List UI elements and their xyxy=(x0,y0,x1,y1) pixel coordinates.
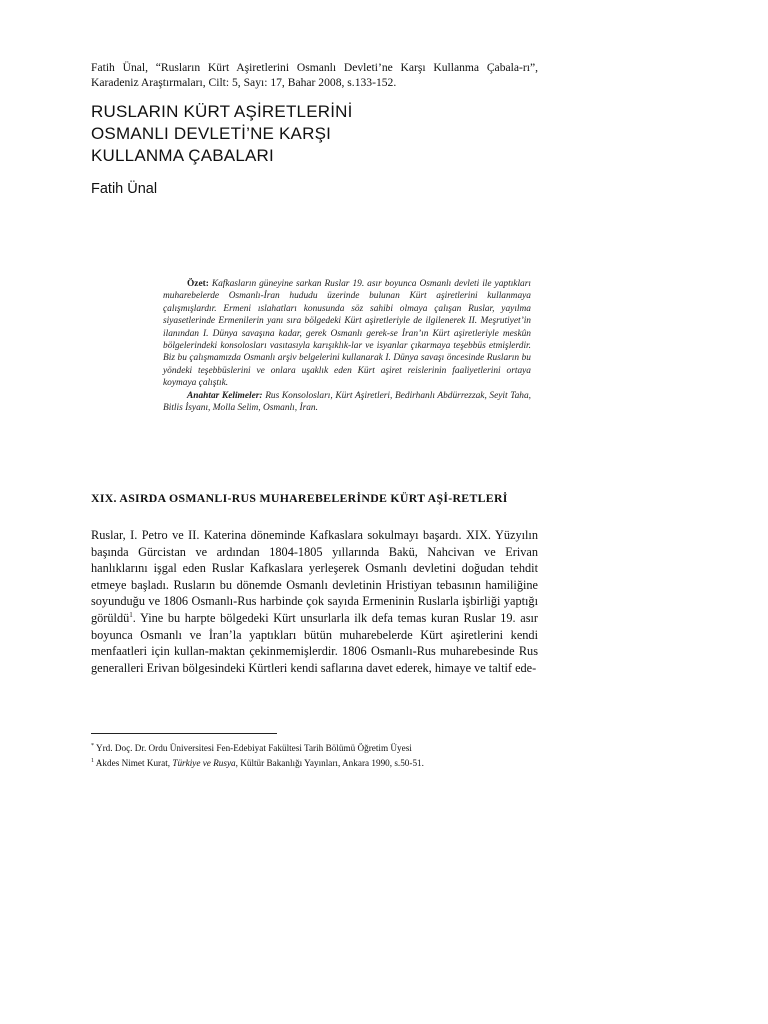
author-name: Fatih Ünal xyxy=(91,181,158,197)
title-line-3: KULLANMA ÇABALARI xyxy=(91,146,274,165)
footnote-author xyxy=(91,740,538,755)
footnote-book-title: Türkiye ve Rusya xyxy=(172,757,236,768)
title-line-2: OSMANLI DEVLETİ’NE KARŞI xyxy=(91,124,332,143)
footnote-marker: 1 xyxy=(91,757,94,764)
body-paragraph xyxy=(91,527,538,676)
footnote-text: Akdes Nimet Kurat, xyxy=(95,757,173,768)
keywords-text: Rus Konsolosları, Kürt Aşiretleri, Bedirhanlı Abdürrezzak, Seyit Taha, Bitlis İsyanı, Molla Selim, Osmanlı, İran. xyxy=(163,390,532,414)
footnote-marker: * xyxy=(91,743,94,749)
footnote-text: , Kültür Bakanlığı Yayınları, Ankara 1990, s.50-51. xyxy=(235,757,424,768)
abstract-paragraph xyxy=(163,278,531,390)
footnote-text: Yrd. Doç. Dr. Ordu Üniversitesi Fen-Edebiyat Fakültesi Tarih Bölümü Öğretim Üyesi xyxy=(95,743,412,754)
footnote-1 xyxy=(91,755,538,770)
body-text-part-2: . Yine bu harpte bölgedeki Kürt unsurlarla ilk defa temas kuran Ruslar 19. asır boyunca Osmanlı ve İran’la yaptıkları bütün muharebelerde Kürt aşiretlerini kendi menfaatleri için kullan-maktan çekinmemişlerdir. 1806 Osmanlı-Rus muharebesinde Rus generalleri Erivan bölgesindeki Kürtleri kendi saflarına davet ederek, himaye ve taltif ede- xyxy=(91,610,538,675)
abstract-label: Özet: xyxy=(187,279,209,289)
keywords-label: Anahtar Kelimeler: xyxy=(187,390,263,401)
footnote-reference[interactable]: 1 xyxy=(129,610,133,619)
title-line-1: RUSLARIN KÜRT AŞİRETLERİNİ xyxy=(91,102,353,121)
footnotes xyxy=(91,740,538,769)
citation: Fatih Ünal, “Rusların Kürt Aşiretlerini Osmanlı Devleti’ne Karşı Kullanma Çabala-rı”, Karadeniz Araştırmaları, Cilt: 5, Sayı: 17, Bahar 2008, s.133-152. xyxy=(91,61,538,89)
abstract-text: Kafkasların güneyine sarkan Ruslar 19. asır boyunca Osmanlı devleti ile yaptıkları muharebelerde Osmanlı-İran hududu üzerinde bulunan Kürt aşiretlerini kullanmaya çalışmışlardır. Ermeni ıslahatları konusunda söz sahibi olmaya çalışan Ruslar, yayılma siyasetlerinde Ermenilerin yanı sıra bölgedeki Kürt aşiretleriyle de ilgilenerek II. Meşrutiyet’in ilanından I. Dünya savaşına kadar, gerek Osmanlı gerek-se İran’ın Kürt aşiretleriyle meskûn bölgelerindeki konsolosları vasıtasıyla karışıklık-lar ve isyanlar çıkarmaya teşebbüs etmişlerdir. Biz bu çalışmamızda Osmanlı arşiv belgelerini kullanarak I. Dünya savaşı öncesinde Rusların bu yöndeki teşebbüslerini ve onlara uşaklık eden Kürt aşiret reislerinin faaliyetlerini ortaya koymaya çalıştık. xyxy=(163,279,532,389)
abstract xyxy=(163,278,531,414)
keywords-paragraph xyxy=(163,390,531,415)
article-title xyxy=(91,101,511,167)
footnote-divider xyxy=(91,733,277,734)
body-text-part-1: Ruslar, I. Petro ve II. Katerina döneminde Kafkaslara sokulmayı başardı. XIX. Yüzyılın başında Gürcistan ve ardından 1804-1805 yıllarında Bakü, Nahcivan ve Erivan hanlıklarını işgal eden Ruslar Kafkaslara yerleşerek Osmanlı devletini doğudan tehdit etmeye başladı. Rusların bu dönemde Osmanlı devletinin Hristiyan tebasının hamiliğine soyunduğu ve 1806 Osmanlı-Rus harbinde çok sayıda Ermeninin Ruslarla işbirliği yaptığı görüldü xyxy=(91,528,538,625)
section-heading: XIX. ASIRDA OSMANLI-RUS MUHAREBELERİNDE KÜRT AŞİ-RETLERİ xyxy=(91,491,508,505)
